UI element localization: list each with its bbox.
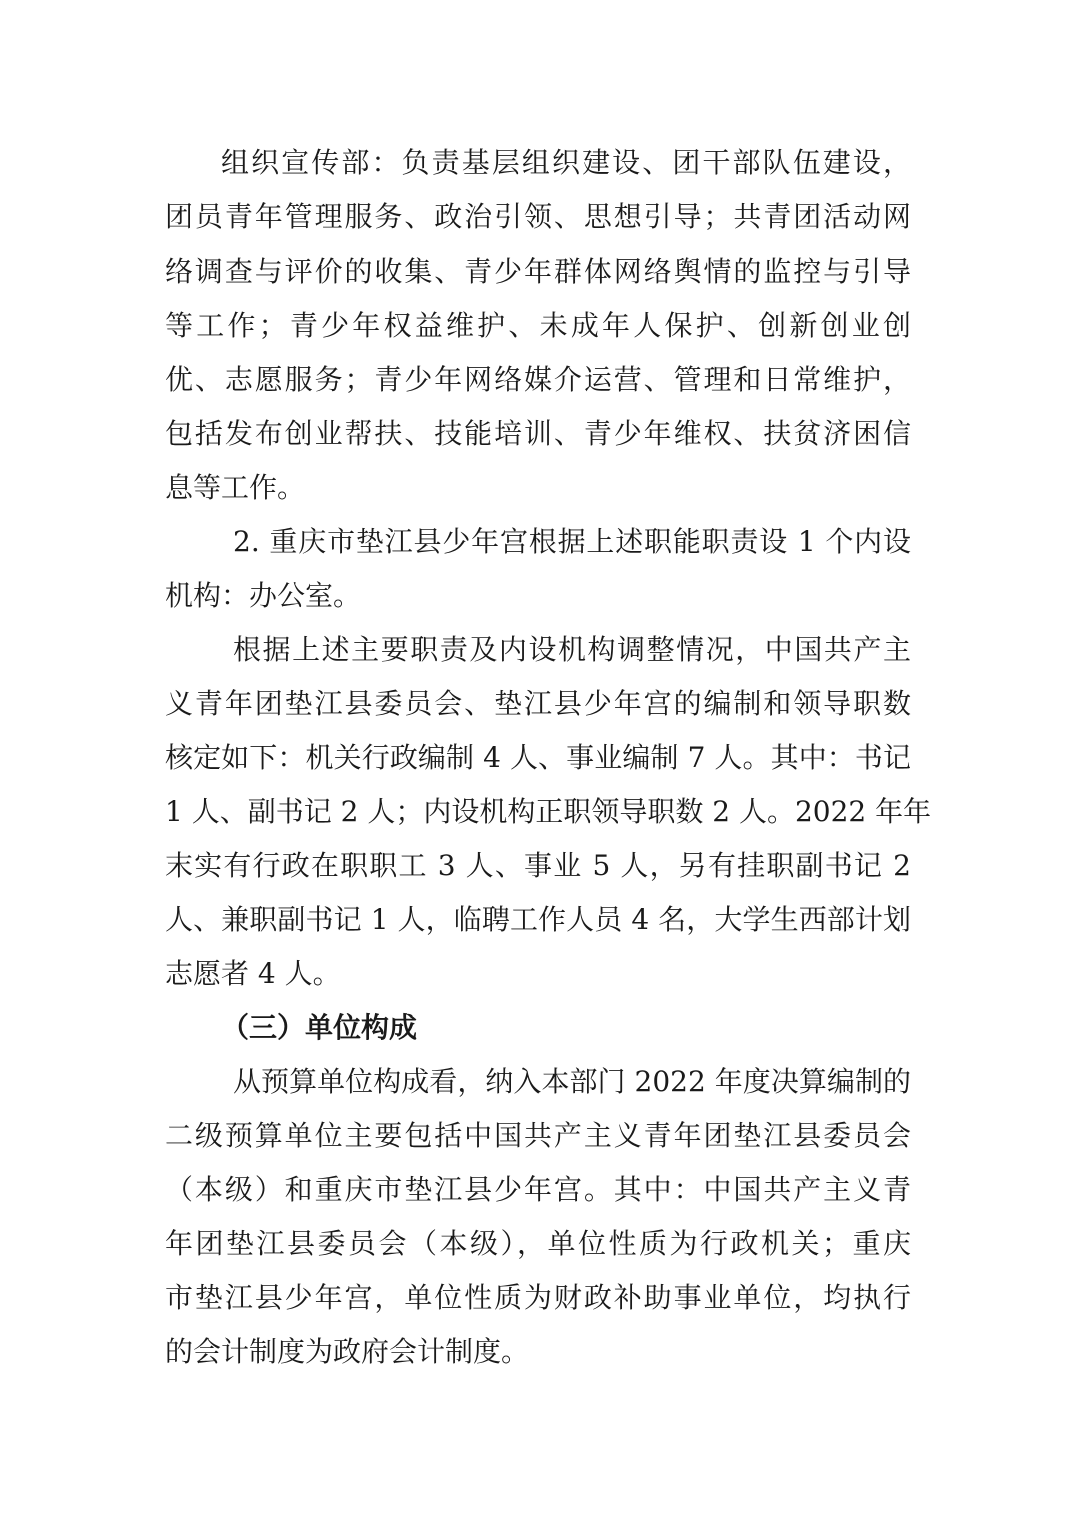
section-heading: （三）单位构成 (221, 1011, 418, 1044)
text-line: 的会计制度为政府会计制度。 (165, 1335, 530, 1368)
text-line: 机构：办公室。 (165, 579, 362, 612)
text-line: 年团垫江县委员会（本级），单位性质为行政机关；重庆 (165, 1227, 911, 1260)
text-line: 义青年团垫江县委员会、垫江县少年宫的编制和领导职数 (165, 687, 911, 720)
text-line: 优、志愿服务；青少年网络媒介运营、管理和日常维护， (165, 363, 911, 396)
text-line: 市垫江县少年宫，单位性质为财政补助事业单位，均执行 (165, 1281, 911, 1314)
text-line: 人、兼职副书记 1 人，临聘工作人员 4 名，大学生西部计划 (165, 903, 911, 936)
text-line: 组织宣传部：负责基层组织建设、团干部队伍建设， (221, 146, 911, 179)
text-line: （本级）和重庆市垫江县少年宫。其中：中国共产主义青 (165, 1173, 911, 1206)
text-line: 志愿者 4 人。 (165, 957, 341, 990)
text-line: 核定如下：机关行政编制 4 人、事业编制 7 人。其中：书记 (165, 741, 911, 774)
text-line: 末实有行政在职职工 3 人、事业 5 人，另有挂职副书记 2 (165, 849, 911, 882)
text-line: 二级预算单位主要包括中国共产主义青年团垫江县委员会 (165, 1119, 911, 1152)
text-line: 团员青年管理服务、政治引领、思想引导；共青团活动网 (165, 200, 911, 233)
text-line: 络调查与评价的收集、青少年群体网络舆情的监控与引导 (165, 255, 911, 288)
text-line: 从预算单位构成看，纳入本部门 2022 年度决算编制的 (233, 1065, 911, 1098)
text-line: 1 人、副书记 2 人；内设机构正职领导职数 2 人。2022 年年 (165, 795, 932, 828)
text-line: 包括发布创业帮扶、技能培训、青少年维权、扶贫济困信 (165, 417, 911, 450)
text-line: 2. 重庆市垫江县少年宫根据上述职能职责设 1 个内设 (233, 525, 911, 558)
text-line: 息等工作。 (165, 471, 306, 504)
text-line: 根据上述主要职责及内设机构调整情况，中国共产主 (233, 633, 911, 666)
text-line: 等工作；青少年权益维护、未成年人保护、创新创业创 (165, 309, 911, 342)
